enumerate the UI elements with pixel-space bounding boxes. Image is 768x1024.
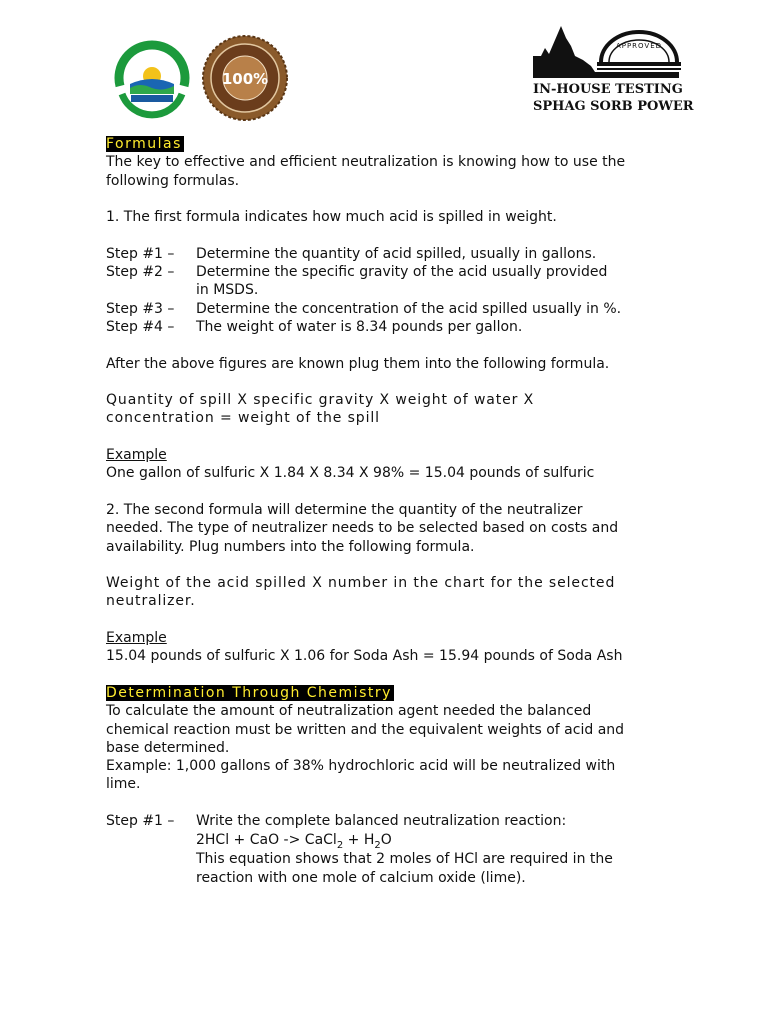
- step-3: [106, 300, 686, 318]
- svg-text:APPROVED: APPROVED: [615, 42, 663, 50]
- step-text: Write the complete balanced neutralization reaction:: [196, 812, 567, 829]
- second-formula-line-3: availability. Plug numbers into the following formula.: [106, 538, 475, 555]
- chem-line-3: base determined.: [106, 739, 230, 756]
- chem-step-1: [106, 812, 686, 830]
- intro-line-2: following formulas.: [106, 172, 240, 189]
- step-text: Determine the quantity of acid spilled, usually in gallons.: [196, 245, 597, 262]
- example-label: Example: [106, 630, 167, 647]
- chemistry-heading: Determination Through Chemistry: [106, 684, 392, 701]
- equation-note-line-1: This equation shows that 2 moles of HCl are required in the: [196, 851, 613, 868]
- formula-1-line-2: concentration = weight of the spill: [106, 410, 380, 427]
- chem-line-5: lime.: [106, 776, 141, 793]
- step-2-continuation: in MSDS.: [196, 282, 259, 299]
- sphag-sorb-logo: [104, 34, 200, 124]
- step-1: [106, 245, 686, 263]
- step-label: Step #2 –: [106, 264, 175, 281]
- step-label: Step #3 –: [106, 300, 175, 317]
- page-header: [0, 0, 768, 130]
- step-text: The weight of water is 8.34 pounds per gallon.: [196, 318, 523, 335]
- proven-results-seal: [200, 34, 290, 122]
- step-label: Step #4 –: [106, 318, 175, 335]
- example-2-text: 15.04 pounds of sulfuric X 1.06 for Soda Ash = 15.94 pounds of Soda Ash: [106, 648, 623, 665]
- step-2: [106, 263, 686, 281]
- step-4: [106, 318, 686, 336]
- example-label: Example: [106, 447, 167, 464]
- example-1-text: One gallon of sulfuric X 1.84 X 8.34 X 98% = 15.04 pounds of sulfuric: [106, 465, 595, 482]
- equation-note-line-2: reaction with one mole of calcium oxide (lime).: [196, 869, 526, 886]
- step-label: Step #1 –: [106, 245, 175, 262]
- second-formula-line-1: 2. The second formula will determine the quantity of the neutralizer: [106, 501, 583, 518]
- svg-text:100%: 100%: [221, 70, 269, 88]
- formula-2-line-2: neutralizer.: [106, 593, 196, 610]
- in-house-testing-text: IN-HOUSE TESTING: [533, 82, 683, 97]
- sphag-sorb-power-text: SPHAG SORB POWER: [533, 99, 694, 114]
- formula-1-line-1: Quantity of spill X specific gravity X weight of water X: [106, 392, 535, 409]
- step-label: Step #1 –: [106, 812, 175, 829]
- intro-line-1: The key to effective and efficient neutralization is knowing how to use the: [106, 154, 626, 171]
- formulas-heading: Formulas: [106, 136, 182, 152]
- chem-line-2: chemical reaction must be written and the equivalent weights of acid and: [106, 721, 625, 738]
- balanced-equation: 2HCl + CaO -> CaCl$_2$ + $H_2O$: [196, 832, 392, 852]
- formula-2-line-1: Weight of the acid spilled X number in the chart for the selected: [106, 575, 616, 592]
- step-text: Determine the concentration of the acid spilled usually in %.: [196, 300, 622, 317]
- document-body: [106, 135, 686, 887]
- after-figures-text: After the above figures are known plug them into the following formula.: [106, 355, 610, 372]
- step-text: Determine the specific gravity of the acid usually provided: [196, 264, 608, 281]
- second-formula-line-2: needed. The type of neutralizer needs to be selected based on costs and: [106, 520, 619, 537]
- first-formula-text: 1. The first formula indicates how much acid is spilled in weight.: [106, 209, 557, 226]
- chem-line-1: To calculate the amount of neutralization agent needed the balanced: [106, 703, 592, 720]
- chem-line-4: Example: 1,000 gallons of 38% hydrochloric acid will be neutralized with: [106, 758, 616, 775]
